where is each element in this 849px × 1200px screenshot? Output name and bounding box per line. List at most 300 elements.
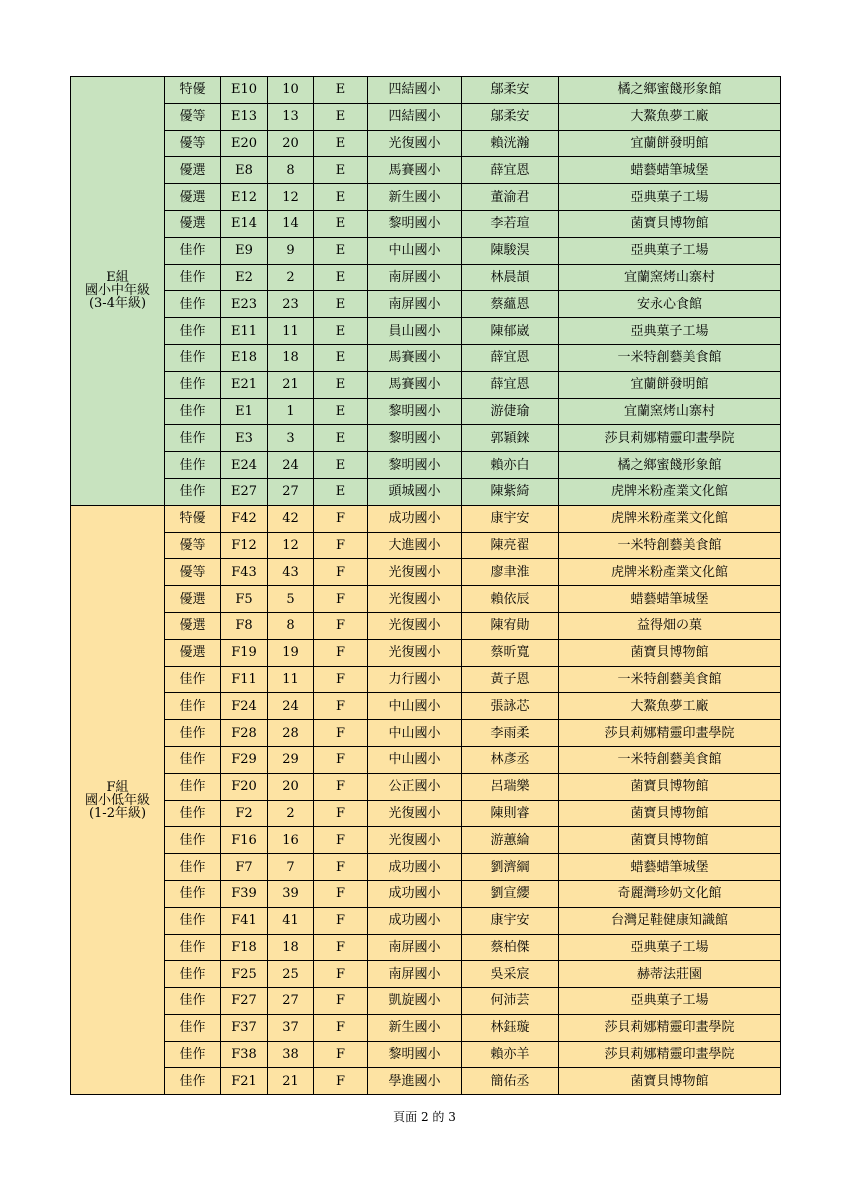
table-row	[71, 827, 781, 854]
school-cell: 成功國小	[368, 880, 462, 907]
number-cell: 9	[268, 237, 314, 264]
student-name-cell: 林晨頡	[462, 264, 559, 291]
student-name-cell: 林鈺璇	[462, 1014, 559, 1041]
entry-id-cell: E9	[221, 237, 268, 264]
award-cell: 佳作	[165, 237, 221, 264]
student-name-cell: 陳宥勛	[462, 612, 559, 639]
award-cell: 特優	[165, 505, 221, 532]
table-row	[71, 639, 781, 666]
award-cell: 佳作	[165, 344, 221, 371]
venue-cell: 莎貝莉娜精靈印畫學院	[559, 1014, 781, 1041]
award-cell: 優選	[165, 612, 221, 639]
student-name-cell: 林彥丞	[462, 746, 559, 773]
number-cell: 37	[268, 1014, 314, 1041]
venue-cell: 蜡藝蜡筆城堡	[559, 854, 781, 881]
table-row	[71, 773, 781, 800]
venue-cell: 莎貝莉娜精靈印畫學院	[559, 720, 781, 747]
table-row	[71, 184, 781, 211]
group-code-cell: F	[314, 720, 368, 747]
entry-id-cell: F19	[221, 639, 268, 666]
group-code-cell: E	[314, 344, 368, 371]
group-label-line: 國小中年級	[84, 283, 150, 299]
entry-id-cell: F37	[221, 1014, 268, 1041]
table-row	[71, 559, 781, 586]
number-cell: 27	[268, 988, 314, 1015]
school-cell: 馬賽國小	[368, 157, 462, 184]
number-cell: 20	[268, 130, 314, 157]
table-row	[71, 800, 781, 827]
table-row	[71, 1041, 781, 1068]
venue-cell: 虎牌米粉產業文化館	[559, 505, 781, 532]
entry-id-cell: E2	[221, 264, 268, 291]
entry-id-cell: F29	[221, 746, 268, 773]
student-name-cell: 陳駿淏	[462, 237, 559, 264]
group-code-cell: F	[314, 880, 368, 907]
venue-cell: 亞典菓子工場	[559, 184, 781, 211]
venue-cell: 大鰲魚夢工廠	[559, 693, 781, 720]
school-cell: 凱旋國小	[368, 988, 462, 1015]
entry-id-cell: F28	[221, 720, 268, 747]
number-cell: 3	[268, 425, 314, 452]
group-code-cell: E	[314, 210, 368, 237]
student-name-cell: 蔡昕寬	[462, 639, 559, 666]
group-code-cell: E	[314, 130, 368, 157]
award-cell: 佳作	[165, 1068, 221, 1095]
number-cell: 11	[268, 318, 314, 345]
page-footer: 頁面 2 的 3	[393, 1110, 456, 1124]
group-code-cell: F	[314, 800, 368, 827]
award-cell: 佳作	[165, 773, 221, 800]
number-cell: 1	[268, 398, 314, 425]
group-code-cell: F	[314, 773, 368, 800]
award-cell: 佳作	[165, 720, 221, 747]
venue-cell: 亞典菓子工場	[559, 988, 781, 1015]
number-cell: 5	[268, 586, 314, 613]
table-row	[71, 961, 781, 988]
school-cell: 馬賽國小	[368, 371, 462, 398]
school-cell: 光復國小	[368, 639, 462, 666]
venue-cell: 橘之鄉蜜餞形象館	[559, 77, 781, 104]
award-cell: 優選	[165, 184, 221, 211]
student-name-cell: 康宇安	[462, 505, 559, 532]
award-cell: 優選	[165, 157, 221, 184]
table-row	[71, 666, 781, 693]
student-name-cell: 何沛芸	[462, 988, 559, 1015]
group-code-cell: F	[314, 639, 368, 666]
group-code-cell: E	[314, 264, 368, 291]
school-cell: 馬賽國小	[368, 344, 462, 371]
number-cell: 20	[268, 773, 314, 800]
venue-cell: 宜蘭餅發明館	[559, 130, 781, 157]
student-name-cell: 賴亦白	[462, 452, 559, 479]
number-cell: 21	[268, 1068, 314, 1095]
entry-id-cell: F42	[221, 505, 268, 532]
group-code-cell: E	[314, 371, 368, 398]
group-code-cell: E	[314, 291, 368, 318]
school-cell: 中山國小	[368, 720, 462, 747]
group-label-cell	[71, 505, 165, 1095]
number-cell: 18	[268, 344, 314, 371]
group-code-cell: F	[314, 1041, 368, 1068]
venue-cell: 亞典菓子工場	[559, 934, 781, 961]
number-cell: 43	[268, 559, 314, 586]
award-cell: 佳作	[165, 371, 221, 398]
number-cell: 27	[268, 478, 314, 505]
table-row	[71, 398, 781, 425]
number-cell: 8	[268, 157, 314, 184]
group-label-line: E組	[106, 270, 129, 286]
school-cell: 南屏國小	[368, 934, 462, 961]
student-name-cell: 李若瑄	[462, 210, 559, 237]
student-name-cell: 蔡柏傑	[462, 934, 559, 961]
venue-cell: 大鰲魚夢工廠	[559, 103, 781, 130]
entry-id-cell: F41	[221, 907, 268, 934]
entry-id-cell: E13	[221, 103, 268, 130]
student-name-cell: 陳紫綺	[462, 478, 559, 505]
group-code-cell: E	[314, 157, 368, 184]
student-name-cell: 陳則睿	[462, 800, 559, 827]
table-row	[71, 988, 781, 1015]
student-name-cell: 張詠芯	[462, 693, 559, 720]
number-cell: 41	[268, 907, 314, 934]
venue-cell: 亞典菓子工場	[559, 318, 781, 345]
number-cell: 8	[268, 612, 314, 639]
entry-id-cell: E18	[221, 344, 268, 371]
school-cell: 學進國小	[368, 1068, 462, 1095]
venue-cell: 宜蘭窯烤山寨村	[559, 398, 781, 425]
entry-id-cell: F21	[221, 1068, 268, 1095]
student-name-cell: 廖聿淮	[462, 559, 559, 586]
venue-cell: 虎牌米粉產業文化館	[559, 559, 781, 586]
student-name-cell: 陳亮翟	[462, 532, 559, 559]
table-row	[71, 505, 781, 532]
school-cell: 頭城國小	[368, 478, 462, 505]
table-row	[71, 77, 781, 104]
group-code-cell: F	[314, 827, 368, 854]
student-name-cell: 郭穎錸	[462, 425, 559, 452]
group-code-cell: E	[314, 478, 368, 505]
group-code-cell: F	[314, 1014, 368, 1041]
student-name-cell: 賴依辰	[462, 586, 559, 613]
entry-id-cell: F2	[221, 800, 268, 827]
award-cell: 佳作	[165, 478, 221, 505]
award-cell: 優選	[165, 210, 221, 237]
number-cell: 16	[268, 827, 314, 854]
number-cell: 12	[268, 184, 314, 211]
group-code-cell: F	[314, 907, 368, 934]
school-cell: 黎明國小	[368, 452, 462, 479]
school-cell: 中山國小	[368, 693, 462, 720]
venue-cell: 菌寶貝博物館	[559, 639, 781, 666]
school-cell: 光復國小	[368, 559, 462, 586]
entry-id-cell: F11	[221, 666, 268, 693]
school-cell: 光復國小	[368, 586, 462, 613]
award-cell: 佳作	[165, 1041, 221, 1068]
venue-cell: 一米特創藝美食館	[559, 532, 781, 559]
award-cell: 優等	[165, 130, 221, 157]
entry-id-cell: E27	[221, 478, 268, 505]
group-code-cell: E	[314, 103, 368, 130]
number-cell: 10	[268, 77, 314, 104]
school-cell: 黎明國小	[368, 1041, 462, 1068]
award-cell: 佳作	[165, 264, 221, 291]
table-row	[71, 425, 781, 452]
venue-cell: 宜蘭窯烤山寨村	[559, 264, 781, 291]
entry-id-cell: F20	[221, 773, 268, 800]
number-cell: 24	[268, 693, 314, 720]
table-row	[71, 264, 781, 291]
table-row	[71, 210, 781, 237]
student-name-cell: 蔡蘊恩	[462, 291, 559, 318]
number-cell: 24	[268, 452, 314, 479]
school-cell: 南屏國小	[368, 264, 462, 291]
group-code-cell: F	[314, 532, 368, 559]
school-cell: 光復國小	[368, 130, 462, 157]
entry-id-cell: E24	[221, 452, 268, 479]
venue-cell: 安永心食館	[559, 291, 781, 318]
entry-id-cell: F43	[221, 559, 268, 586]
entry-id-cell: E3	[221, 425, 268, 452]
group-code-cell: F	[314, 586, 368, 613]
school-cell: 四結國小	[368, 77, 462, 104]
student-name-cell: 賴亦羊	[462, 1041, 559, 1068]
student-name-cell: 鄔柔安	[462, 77, 559, 104]
group-code-cell: E	[314, 318, 368, 345]
group-code-cell: E	[314, 184, 368, 211]
table-row	[71, 612, 781, 639]
student-name-cell: 呂瑞樂	[462, 773, 559, 800]
school-cell: 中山國小	[368, 746, 462, 773]
award-cell: 佳作	[165, 318, 221, 345]
school-cell: 力行國小	[368, 666, 462, 693]
table-row	[71, 130, 781, 157]
venue-cell: 虎牌米粉產業文化館	[559, 478, 781, 505]
group-code-cell: E	[314, 237, 368, 264]
entry-id-cell: E21	[221, 371, 268, 398]
table-row	[71, 1014, 781, 1041]
group-code-cell: F	[314, 666, 368, 693]
table-row	[71, 586, 781, 613]
entry-id-cell: E1	[221, 398, 268, 425]
group-code-cell: F	[314, 693, 368, 720]
venue-cell: 莎貝莉娜精靈印畫學院	[559, 1041, 781, 1068]
award-cell: 佳作	[165, 425, 221, 452]
award-cell: 優等	[165, 532, 221, 559]
group-code-cell: E	[314, 425, 368, 452]
venue-cell: 亞典菓子工場	[559, 237, 781, 264]
table-row	[71, 344, 781, 371]
table-row	[71, 452, 781, 479]
student-name-cell: 簡佑丞	[462, 1068, 559, 1095]
award-cell: 佳作	[165, 693, 221, 720]
entry-id-cell: F8	[221, 612, 268, 639]
table-row	[71, 237, 781, 264]
group-label-line: (1-2年級)	[88, 805, 147, 821]
number-cell: 28	[268, 720, 314, 747]
venue-cell: 台灣足鞋健康知識館	[559, 907, 781, 934]
entry-id-cell: F16	[221, 827, 268, 854]
group-code-cell: F	[314, 559, 368, 586]
award-cell: 優選	[165, 586, 221, 613]
venue-cell: 一米特創藝美食館	[559, 746, 781, 773]
table-row	[71, 1068, 781, 1095]
venue-cell: 一米特創藝美食館	[559, 344, 781, 371]
entry-id-cell: E20	[221, 130, 268, 157]
award-cell: 優選	[165, 639, 221, 666]
number-cell: 38	[268, 1041, 314, 1068]
school-cell: 中山國小	[368, 237, 462, 264]
venue-cell: 奇麗灣珍奶文化館	[559, 880, 781, 907]
table-row	[71, 746, 781, 773]
award-cell: 佳作	[165, 452, 221, 479]
table-row	[71, 478, 781, 505]
school-cell: 四結國小	[368, 103, 462, 130]
student-name-cell: 康宇安	[462, 907, 559, 934]
student-name-cell: 李雨柔	[462, 720, 559, 747]
table-row	[71, 934, 781, 961]
table-row	[71, 854, 781, 881]
student-name-cell: 黃子恩	[462, 666, 559, 693]
number-cell: 12	[268, 532, 314, 559]
student-name-cell: 吳采宸	[462, 961, 559, 988]
award-cell: 佳作	[165, 854, 221, 881]
award-cell: 佳作	[165, 961, 221, 988]
group-code-cell: E	[314, 77, 368, 104]
venue-cell: 菌寶貝博物館	[559, 827, 781, 854]
group-code-cell: F	[314, 854, 368, 881]
group-label-line: (3-4年級)	[88, 296, 147, 312]
number-cell: 11	[268, 666, 314, 693]
group-label-line: 國小低年級	[84, 792, 150, 808]
student-name-cell: 游倢瑜	[462, 398, 559, 425]
award-cell: 佳作	[165, 1014, 221, 1041]
table-row	[71, 720, 781, 747]
number-cell: 13	[268, 103, 314, 130]
venue-cell: 益得畑の菓	[559, 612, 781, 639]
school-cell: 南屏國小	[368, 291, 462, 318]
number-cell: 19	[268, 639, 314, 666]
student-name-cell: 劉濟綱	[462, 854, 559, 881]
school-cell: 黎明國小	[368, 425, 462, 452]
award-cell: 佳作	[165, 291, 221, 318]
table-row	[71, 371, 781, 398]
student-name-cell: 賴洸瀚	[462, 130, 559, 157]
entry-id-cell: F39	[221, 880, 268, 907]
entry-id-cell: F7	[221, 854, 268, 881]
table-row	[71, 693, 781, 720]
number-cell: 2	[268, 800, 314, 827]
entry-id-cell: E23	[221, 291, 268, 318]
venue-cell: 菌寶貝博物館	[559, 773, 781, 800]
group-code-cell: E	[314, 452, 368, 479]
group-code-cell: E	[314, 398, 368, 425]
school-cell: 員山國小	[368, 318, 462, 345]
entry-id-cell: E8	[221, 157, 268, 184]
table-row	[71, 318, 781, 345]
entry-id-cell: F38	[221, 1041, 268, 1068]
awards-table	[70, 76, 781, 1095]
venue-cell: 橘之鄉蜜餞形象館	[559, 452, 781, 479]
school-cell: 南屏國小	[368, 961, 462, 988]
number-cell: 18	[268, 934, 314, 961]
school-cell: 成功國小	[368, 854, 462, 881]
venue-cell: 蜡藝蜡筆城堡	[559, 586, 781, 613]
group-code-cell: F	[314, 1068, 368, 1095]
award-cell: 佳作	[165, 746, 221, 773]
school-cell: 光復國小	[368, 800, 462, 827]
group-code-cell: F	[314, 934, 368, 961]
entry-id-cell: E12	[221, 184, 268, 211]
entry-id-cell: F5	[221, 586, 268, 613]
school-cell: 光復國小	[368, 827, 462, 854]
number-cell: 25	[268, 961, 314, 988]
entry-id-cell: F24	[221, 693, 268, 720]
school-cell: 黎明國小	[368, 398, 462, 425]
student-name-cell: 陳郁崴	[462, 318, 559, 345]
table-row	[71, 880, 781, 907]
entry-id-cell: E10	[221, 77, 268, 104]
group-code-cell: F	[314, 746, 368, 773]
student-name-cell: 鄔柔安	[462, 103, 559, 130]
number-cell: 39	[268, 880, 314, 907]
school-cell: 光復國小	[368, 612, 462, 639]
award-cell: 佳作	[165, 827, 221, 854]
school-cell: 成功國小	[368, 907, 462, 934]
entry-id-cell: E14	[221, 210, 268, 237]
venue-cell: 宜蘭餅發明館	[559, 371, 781, 398]
venue-cell: 菌寶貝博物館	[559, 1068, 781, 1095]
school-cell: 大進國小	[368, 532, 462, 559]
venue-cell: 赫蒂法莊園	[559, 961, 781, 988]
award-cell: 優等	[165, 103, 221, 130]
award-cell: 佳作	[165, 666, 221, 693]
venue-cell: 菌寶貝博物館	[559, 210, 781, 237]
award-cell: 佳作	[165, 880, 221, 907]
venue-cell: 菌寶貝博物館	[559, 800, 781, 827]
award-cell: 佳作	[165, 934, 221, 961]
award-cell: 佳作	[165, 800, 221, 827]
student-name-cell: 薛宜恩	[462, 157, 559, 184]
venue-cell: 一米特創藝美食館	[559, 666, 781, 693]
number-cell: 42	[268, 505, 314, 532]
group-label-cell	[71, 77, 165, 506]
award-cell: 優等	[165, 559, 221, 586]
award-cell: 特優	[165, 77, 221, 104]
student-name-cell: 劉宣纓	[462, 880, 559, 907]
group-code-cell: F	[314, 505, 368, 532]
group-code-cell: F	[314, 988, 368, 1015]
student-name-cell: 薛宜恩	[462, 344, 559, 371]
table-row	[71, 157, 781, 184]
entry-id-cell: F25	[221, 961, 268, 988]
number-cell: 2	[268, 264, 314, 291]
number-cell: 29	[268, 746, 314, 773]
award-cell: 佳作	[165, 398, 221, 425]
school-cell: 新生國小	[368, 1014, 462, 1041]
award-cell: 佳作	[165, 907, 221, 934]
table-row	[71, 532, 781, 559]
school-cell: 公正國小	[368, 773, 462, 800]
student-name-cell: 董渝君	[462, 184, 559, 211]
number-cell: 21	[268, 371, 314, 398]
school-cell: 成功國小	[368, 505, 462, 532]
number-cell: 23	[268, 291, 314, 318]
group-code-cell: F	[314, 961, 368, 988]
school-cell: 新生國小	[368, 184, 462, 211]
entry-id-cell: E11	[221, 318, 268, 345]
group-code-cell: F	[314, 612, 368, 639]
student-name-cell: 薛宜恩	[462, 371, 559, 398]
